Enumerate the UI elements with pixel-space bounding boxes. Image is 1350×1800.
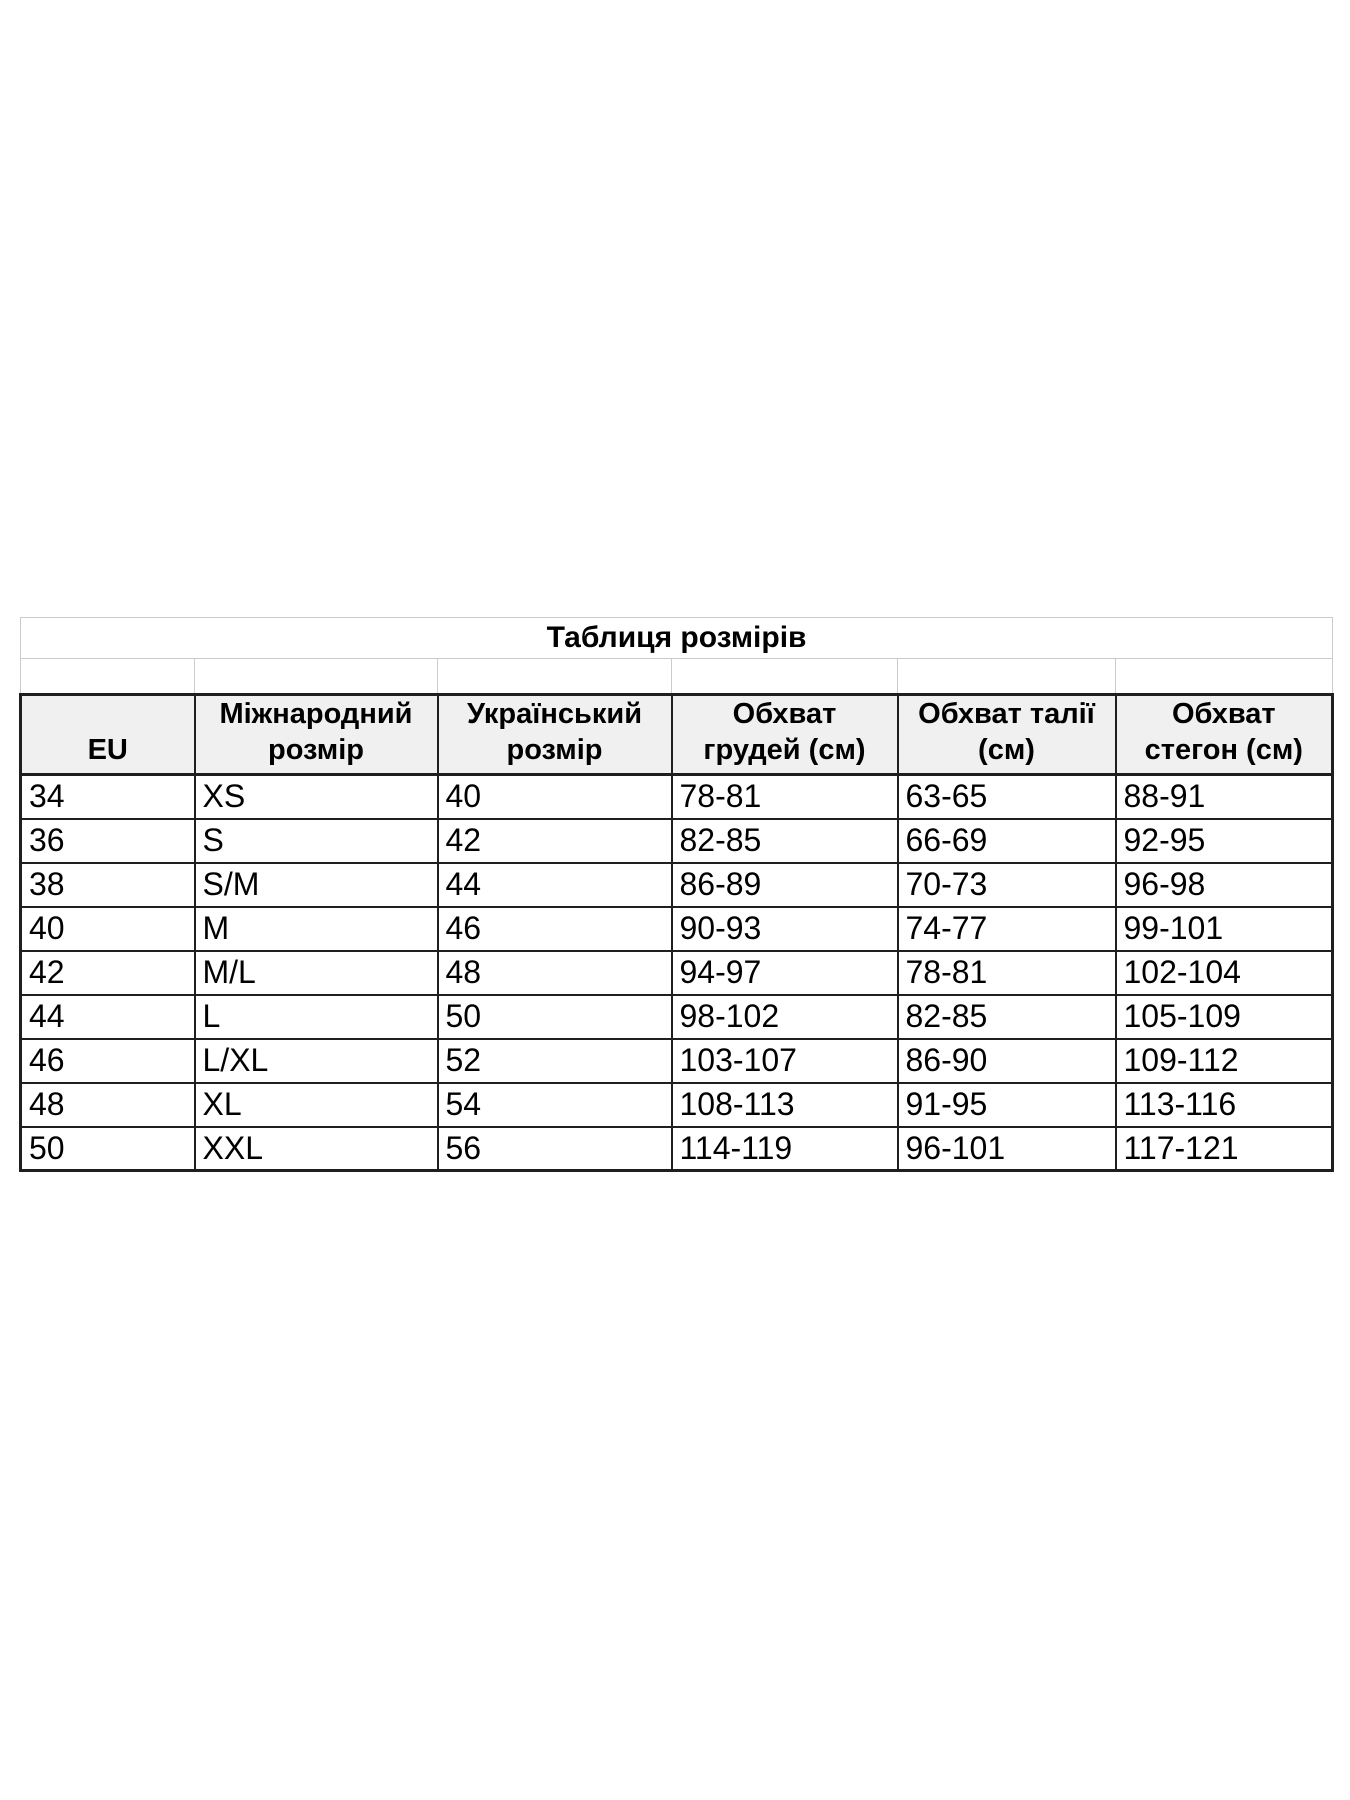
- size-table-title-row: [21, 618, 1333, 659]
- cell-international-size: S/M: [195, 863, 438, 907]
- cell-international-size: XXL: [195, 1127, 438, 1171]
- table-row: [21, 951, 1333, 995]
- column-header-label: Обхват: [1171, 698, 1276, 730]
- cell-international-size: XL: [195, 1083, 438, 1127]
- column-header-eu: [21, 695, 195, 775]
- column-header-label: стегон (см): [1144, 734, 1303, 766]
- cell-hips: 99-101: [1116, 907, 1333, 951]
- cell-ukrainian-size: 44: [438, 863, 672, 907]
- cell-waist: 63-65: [898, 775, 1116, 819]
- cell-ukrainian-size: 46: [438, 907, 672, 951]
- cell-ukrainian-size: 56: [438, 1127, 672, 1171]
- cell-hips: 109-112: [1116, 1039, 1333, 1083]
- cell-chest: 94-97: [672, 951, 898, 995]
- column-header-ukrainian-size: [438, 695, 672, 775]
- size-table-title: Таблиця розмірів: [21, 618, 1333, 659]
- cell-waist: 86-90: [898, 1039, 1116, 1083]
- cell-eu: 38: [21, 863, 195, 907]
- cell-eu: 34: [21, 775, 195, 819]
- cell-international-size: S: [195, 819, 438, 863]
- table-row: [21, 1039, 1333, 1083]
- size-table-section: [19, 617, 1334, 1172]
- header-row: [21, 695, 1333, 775]
- cell-ukrainian-size: 54: [438, 1083, 672, 1127]
- column-header-label: Обхват талії: [918, 698, 1095, 730]
- table-row: [21, 819, 1333, 863]
- spacer-cell: [672, 659, 898, 695]
- table-row: [21, 1083, 1333, 1127]
- cell-waist: 78-81: [898, 951, 1116, 995]
- table-row: [21, 775, 1333, 819]
- cell-chest: 78-81: [672, 775, 898, 819]
- cell-eu: 36: [21, 819, 195, 863]
- column-header-label: грудей (см): [703, 734, 866, 766]
- column-header-label: Міжнародний: [219, 698, 413, 730]
- spacer-cell: [195, 659, 438, 695]
- column-header-hips: [1116, 695, 1333, 775]
- column-header-international-size: [195, 695, 438, 775]
- spacer-cell: [21, 659, 195, 695]
- cell-waist: 74-77: [898, 907, 1116, 951]
- cell-hips: 113-116: [1116, 1083, 1333, 1127]
- cell-chest: 98-102: [672, 995, 898, 1039]
- cell-waist: 96-101: [898, 1127, 1116, 1171]
- cell-hips: 105-109: [1116, 995, 1333, 1039]
- cell-hips: 92-95: [1116, 819, 1333, 863]
- cell-hips: 117-121: [1116, 1127, 1333, 1171]
- table-row: [21, 995, 1333, 1039]
- cell-eu: 48: [21, 1083, 195, 1127]
- table-row: [21, 1127, 1333, 1171]
- cell-hips: 88-91: [1116, 775, 1333, 819]
- cell-waist: 70-73: [898, 863, 1116, 907]
- cell-ukrainian-size: 48: [438, 951, 672, 995]
- column-header-chest: [672, 695, 898, 775]
- cell-eu: 44: [21, 995, 195, 1039]
- spacer-cell: [1116, 659, 1333, 695]
- column-header-label: EU: [87, 734, 128, 766]
- cell-waist: 91-95: [898, 1083, 1116, 1127]
- cell-ukrainian-size: 42: [438, 819, 672, 863]
- table-row: [21, 863, 1333, 907]
- column-header-waist: [898, 695, 1116, 775]
- cell-ukrainian-size: 50: [438, 995, 672, 1039]
- cell-ukrainian-size: 52: [438, 1039, 672, 1083]
- cell-hips: 102-104: [1116, 951, 1333, 995]
- cell-ukrainian-size: 40: [438, 775, 672, 819]
- cell-chest: 114-119: [672, 1127, 898, 1171]
- cell-international-size: L/XL: [195, 1039, 438, 1083]
- cell-eu: 46: [21, 1039, 195, 1083]
- table-row: [21, 907, 1333, 951]
- column-header-label: Обхват: [732, 698, 837, 730]
- cell-international-size: L: [195, 995, 438, 1039]
- cell-waist: 66-69: [898, 819, 1116, 863]
- cell-eu: 50: [21, 1127, 195, 1171]
- cell-hips: 96-98: [1116, 863, 1333, 907]
- cell-chest: 86-89: [672, 863, 898, 907]
- column-header-label: Український: [466, 698, 643, 730]
- spacer-cell: [898, 659, 1116, 695]
- spacer-row: [21, 659, 1333, 695]
- spacer-cell: [438, 659, 672, 695]
- cell-international-size: XS: [195, 775, 438, 819]
- column-header-label: (см): [978, 734, 1035, 766]
- cell-chest: 90-93: [672, 907, 898, 951]
- size-table: [19, 617, 1334, 1172]
- cell-waist: 82-85: [898, 995, 1116, 1039]
- cell-eu: 42: [21, 951, 195, 995]
- cell-international-size: M: [195, 907, 438, 951]
- cell-chest: 108-113: [672, 1083, 898, 1127]
- column-header-label: розмір: [268, 734, 364, 766]
- cell-international-size: M/L: [195, 951, 438, 995]
- cell-chest: 103-107: [672, 1039, 898, 1083]
- cell-eu: 40: [21, 907, 195, 951]
- cell-chest: 82-85: [672, 819, 898, 863]
- column-header-label: розмір: [506, 734, 603, 766]
